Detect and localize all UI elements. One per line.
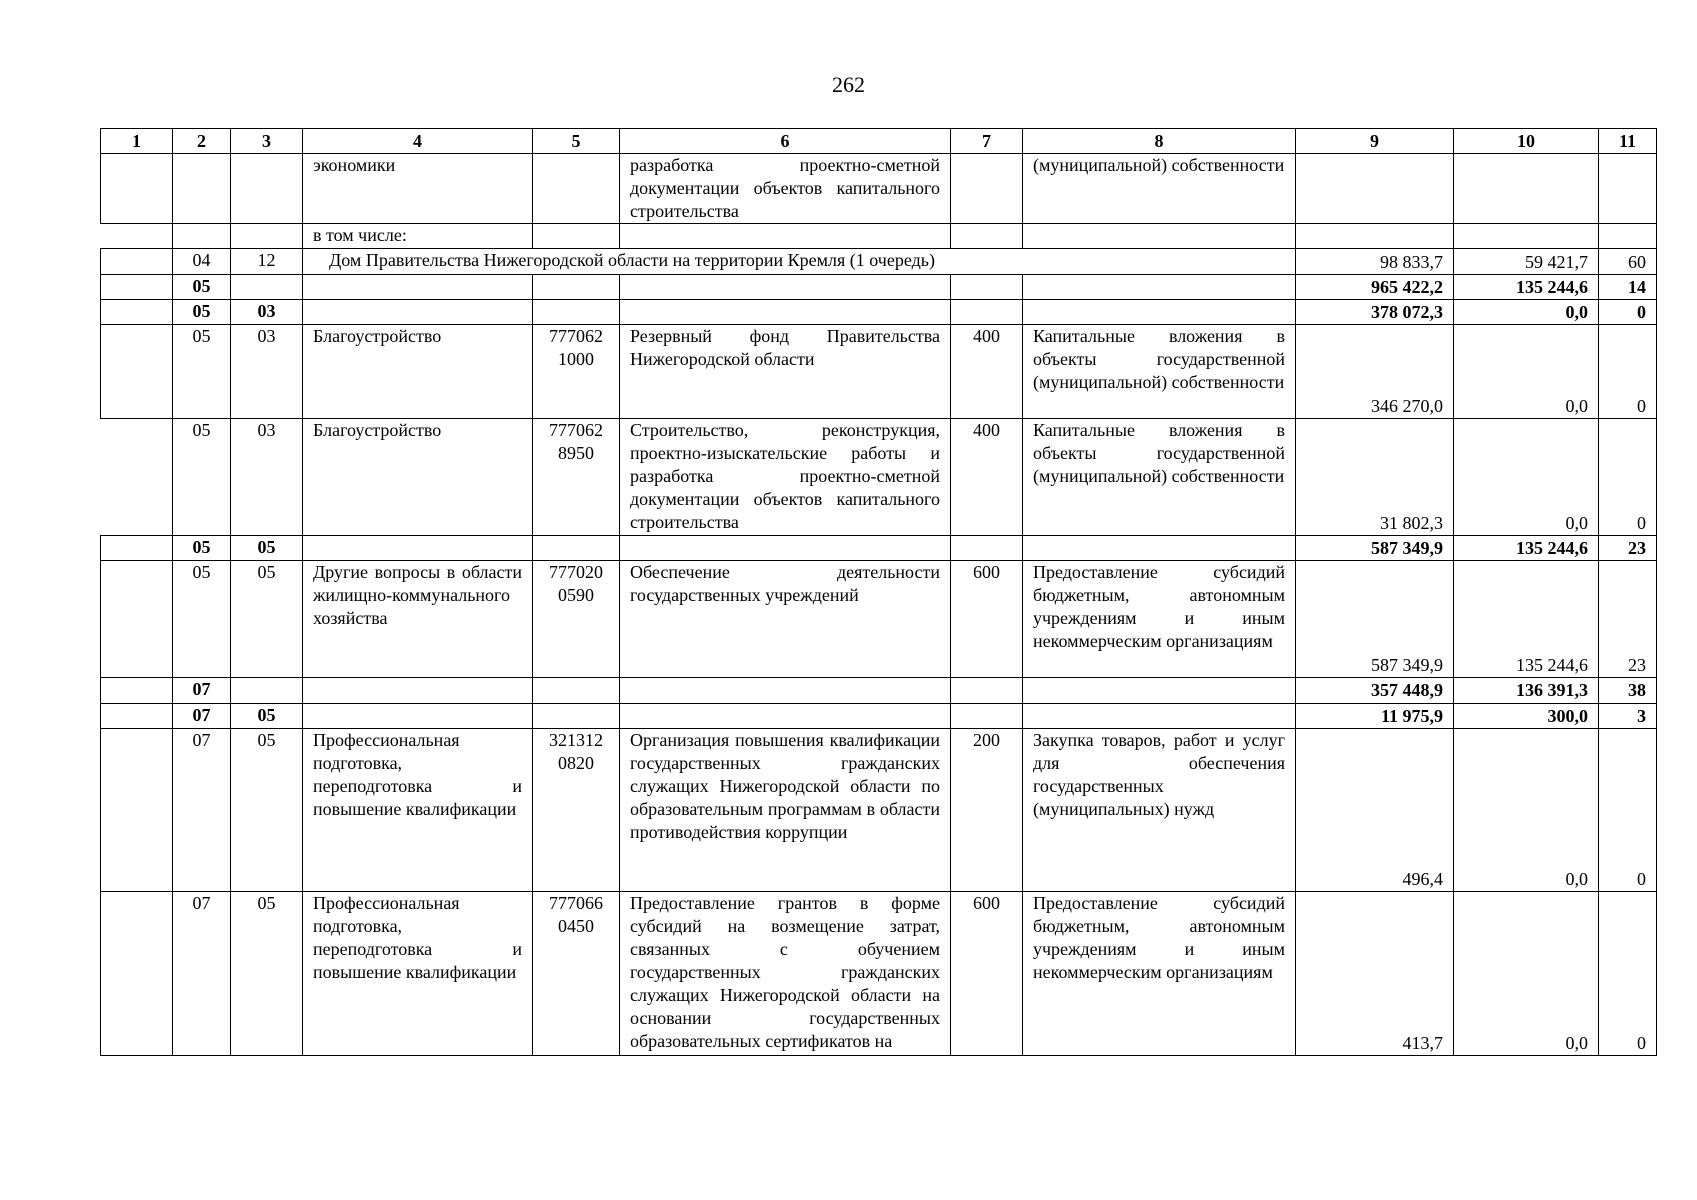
cell-fact: 0,0 (1454, 892, 1599, 1056)
cell-expense-type: Закупка товаров, работ и услуг для обеспечения государственных (муниципальных) нужд (1023, 729, 1296, 892)
column-header: 1 (101, 129, 173, 154)
cell-subsection: 03 (231, 419, 303, 536)
cell-program: Обеспечение деятельности государственных учреждений (620, 561, 951, 678)
cell-name: Благоустройство (303, 325, 533, 419)
cell-plan: 413,7 (1296, 892, 1454, 1056)
cell-subsection: 03 (231, 325, 303, 419)
cell-section: 05 (173, 325, 231, 419)
table-row (101, 300, 1657, 325)
cell-percent: 38 (1599, 678, 1657, 704)
cell-plan: 378 072,3 (1296, 300, 1454, 325)
cell-name: Профессиональная подготовка, переподготовка и повышение квалификации (303, 892, 533, 1056)
cell-target-code: 777066 0450 (533, 892, 620, 1056)
cell-percent: 3 (1599, 704, 1657, 729)
column-header: 11 (1599, 129, 1657, 154)
cell-target-code: 777062 1000 (533, 325, 620, 419)
cell-percent: 60 (1599, 249, 1657, 275)
cell-fact: 135 244,6 (1454, 561, 1599, 678)
cell-section: 07 (173, 729, 231, 892)
cell-plan: 357 448,9 (1296, 678, 1454, 704)
cell-percent: 0 (1599, 419, 1657, 536)
cell-object-name: Дом Правительства Нижегородской области на территории Кремля (1 очередь) (303, 249, 1296, 275)
page-number: 262 (832, 72, 865, 97)
cell-subsection: 03 (231, 300, 303, 325)
cell-section: 05 (173, 561, 231, 678)
cell-fact: 300,0 (1454, 704, 1599, 729)
cell-plan: 31 802,3 (1296, 419, 1454, 536)
cell-section: 04 (173, 249, 231, 275)
table-row (101, 275, 1657, 300)
table-row (101, 561, 1657, 678)
cell-name: в том числе: (303, 224, 533, 249)
cell-name: экономики (303, 154, 533, 224)
column-header: 9 (1296, 129, 1454, 154)
cell-expense-code: 600 (951, 892, 1023, 1056)
table-row (101, 892, 1657, 1056)
cell-expense-code: 400 (951, 325, 1023, 419)
cell-percent: 0 (1599, 892, 1657, 1056)
column-header: 10 (1454, 129, 1599, 154)
cell-subsection: 05 (231, 704, 303, 729)
table-header-row (101, 129, 1657, 154)
cell-expense-type: (муниципальной) собственности (1023, 154, 1296, 224)
cell-section: 07 (173, 892, 231, 1056)
table-row (101, 419, 1657, 536)
column-header: 4 (303, 129, 533, 154)
cell-subsection: 12 (231, 249, 303, 275)
table-row (101, 224, 1657, 249)
cell-program: Строительство, реконструкция, проектно-изыскательские работы и разработка проектно-сметной документации объектов капитального строительства (620, 419, 951, 536)
cell-fact: 0,0 (1454, 729, 1599, 892)
cell-fact: 0,0 (1454, 300, 1599, 325)
cell-fact: 59 421,7 (1454, 249, 1599, 275)
column-header: 2 (173, 129, 231, 154)
column-header: 6 (620, 129, 951, 154)
table-row (101, 154, 1657, 224)
cell-name: Благоустройство (303, 419, 533, 536)
cell-expense-type: Предоставление субсидий бюджетным, автономным учреждениям и иным некоммерческим организациям (1023, 561, 1296, 678)
cell-percent: 0 (1599, 729, 1657, 892)
column-header: 3 (231, 129, 303, 154)
cell-name: Профессиональная подготовка, переподготовка и повышение квалификации (303, 729, 533, 892)
cell-plan: 587 349,9 (1296, 536, 1454, 561)
cell-program: разработка проектно-сметной документации объектов капитального строительства (620, 154, 951, 224)
cell-section: 07 (173, 678, 231, 704)
cell-subsection: 05 (231, 561, 303, 678)
cell-expense-code: 200 (951, 729, 1023, 892)
cell-plan: 496,4 (1296, 729, 1454, 892)
cell-expense-code: 600 (951, 561, 1023, 678)
table-row (101, 704, 1657, 729)
cell-fact: 0,0 (1454, 419, 1599, 536)
cell-plan: 98 833,7 (1296, 249, 1454, 275)
cell-percent: 0 (1599, 325, 1657, 419)
cell-section: 05 (173, 536, 231, 561)
cell-program: Предоставление грантов в форме субсидий на возмещение затрат, связанных с обучением государственных гражданских служащих Нижегородской области на основании государственных образовательных сертификатов на (620, 892, 951, 1056)
cell-fact: 136 391,3 (1454, 678, 1599, 704)
cell-name: Другие вопросы в области жилищно-коммунального хозяйства (303, 561, 533, 678)
cell-expense-type: Предоставление субсидий бюджетным, автономным учреждениям и иным некоммерческим организациям (1023, 892, 1296, 1056)
cell-percent: 23 (1599, 536, 1657, 561)
column-header: 8 (1023, 129, 1296, 154)
column-header: 7 (951, 129, 1023, 154)
cell-section: 05 (173, 275, 231, 300)
cell-fact: 0,0 (1454, 325, 1599, 419)
cell-program: Организация повышения квалификации государственных гражданских служащих Нижегородской области по образовательным программам в области противодействия коррупции (620, 729, 951, 892)
table-row (101, 729, 1657, 892)
column-header: 5 (533, 129, 620, 154)
cell-section: 07 (173, 704, 231, 729)
cell-target-code: 321312 0820 (533, 729, 620, 892)
table-row (101, 536, 1657, 561)
table-row (101, 325, 1657, 419)
cell-plan: 587 349,9 (1296, 561, 1454, 678)
cell-fact: 135 244,6 (1454, 536, 1599, 561)
cell-subsection: 05 (231, 892, 303, 1056)
cell-percent: 23 (1599, 561, 1657, 678)
cell-target-code: 777020 0590 (533, 561, 620, 678)
cell-plan: 346 270,0 (1296, 325, 1454, 419)
cell-fact: 135 244,6 (1454, 275, 1599, 300)
cell-section: 05 (173, 419, 231, 536)
budget-table (100, 128, 1657, 1056)
cell-expense-type: Капитальные вложения в объекты государственной (муниципальной) собственности (1023, 419, 1296, 536)
cell-subsection: 05 (231, 729, 303, 892)
table-row (101, 678, 1657, 704)
cell-percent: 0 (1599, 300, 1657, 325)
cell-expense-type: Капитальные вложения в объекты государственной (муниципальной) собственности (1023, 325, 1296, 419)
cell-target-code: 777062 8950 (533, 419, 620, 536)
cell-section: 05 (173, 300, 231, 325)
cell-expense-code: 400 (951, 419, 1023, 536)
cell-plan: 965 422,2 (1296, 275, 1454, 300)
cell-plan: 11 975,9 (1296, 704, 1454, 729)
cell-percent: 14 (1599, 275, 1657, 300)
cell-subsection: 05 (231, 536, 303, 561)
table-row (101, 249, 1657, 275)
cell-program: Резервный фонд Правительства Нижегородской области (620, 325, 951, 419)
